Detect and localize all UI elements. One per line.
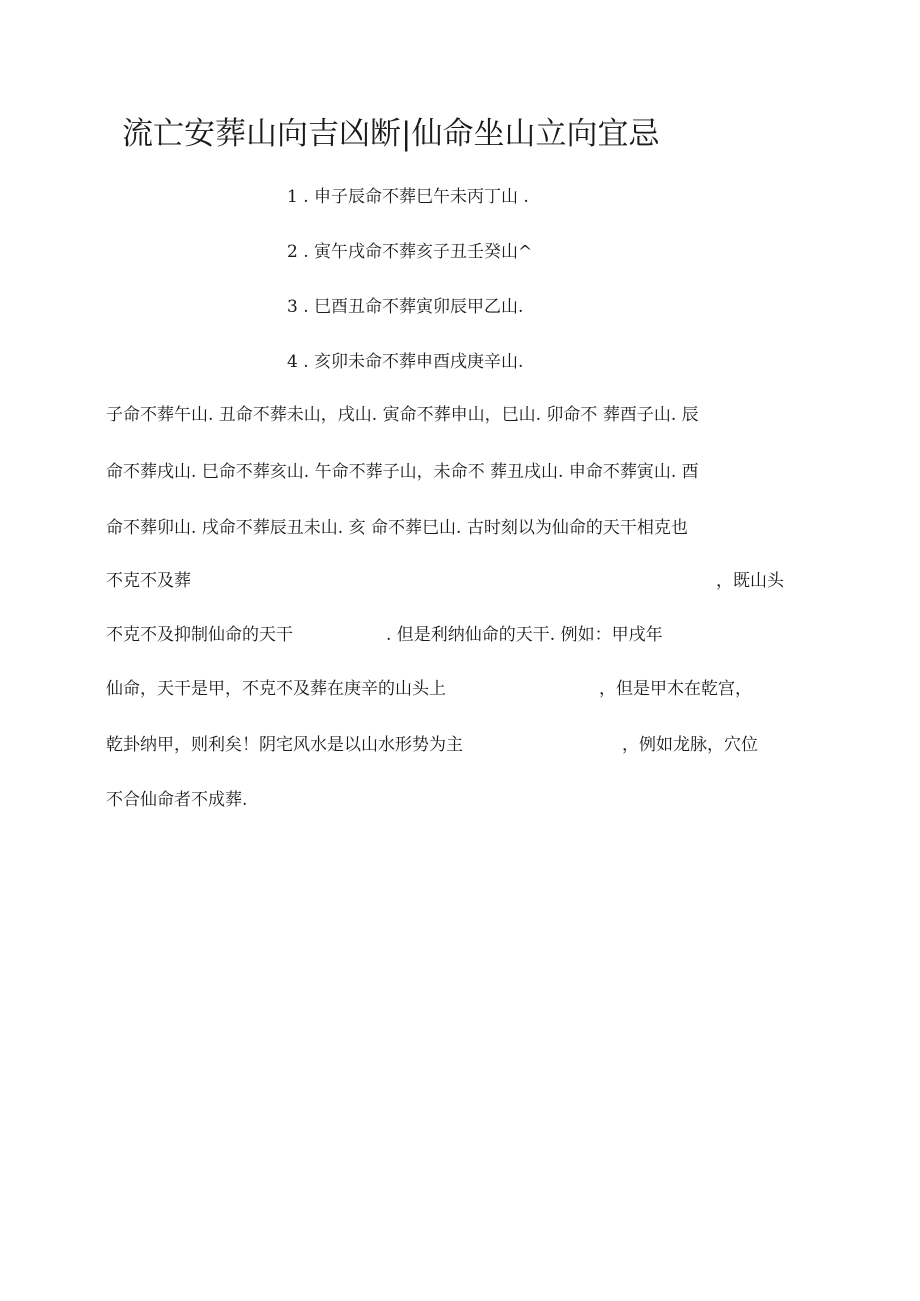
paragraph-line: 命不葬卯山. 戌命不葬辰丑未山. 亥 命不葬巳山. 古时刻以为仙命的天干相克也 bbox=[106, 518, 688, 538]
list-item: 2 . 寅午戌命不葬亥子丑壬癸山^ bbox=[287, 242, 533, 262]
paragraph-line: 乾卦纳甲，则利矣！阴宅风水是以山水形势为主 bbox=[106, 735, 463, 755]
list-item: 4 . 亥卯未命不葬申酉戌庚辛山. bbox=[287, 352, 524, 372]
paragraph-line: 子命不葬午山. 丑命不葬未山，戌山. 寅命不葬申山，巳山. 卯命不 葬酉子山. 辰 bbox=[106, 405, 699, 425]
paragraph-line-tail: ，但是甲木在乾宫， bbox=[599, 679, 752, 699]
page-title: 流亡安葬山向吉凶断|仙命坐山立向宜忌 bbox=[122, 116, 660, 152]
paragraph-line: 不克不及葬 bbox=[106, 571, 191, 591]
paragraph-line: 不合仙命者不成葬. bbox=[106, 790, 248, 810]
paragraph-line: 命不葬戌山. 巳命不葬亥山. 午命不葬子山，未命不 葬丑戌山. 申命不葬寅山. 酉 bbox=[106, 462, 699, 482]
paragraph-line-tail: . 但是利纳仙命的天干. 例如：甲戌年 bbox=[386, 625, 663, 645]
list-item: 3 . 巳酉丑命不葬寅卯辰甲乙山. bbox=[287, 297, 524, 317]
paragraph-line: 不克不及抑制仙命的天干 bbox=[106, 625, 293, 645]
paragraph-line-tail: ，既山头 bbox=[716, 571, 784, 591]
paragraph-line: 仙命，天干是甲，不克不及葬在庚辛的山头上 bbox=[106, 679, 446, 699]
paragraph-line-tail: ，例如龙脉，穴位 bbox=[622, 735, 758, 755]
list-item: 1 . 申子辰命不葬巳午未丙丁山 . bbox=[287, 187, 529, 207]
